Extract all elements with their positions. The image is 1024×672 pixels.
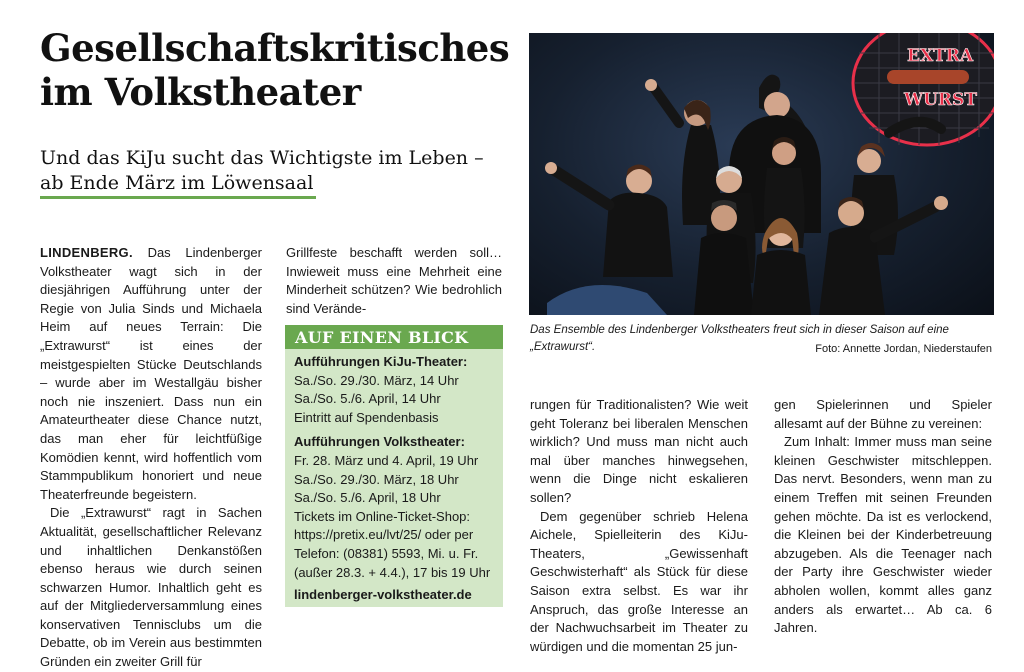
headline-line-2: im Volkstheater — [40, 70, 361, 114]
extrawurst-logo — [853, 33, 994, 145]
headline — [40, 26, 510, 114]
article-paragraph: Grillfeste beschafft werden soll… Inwieweit muss eine Mehrheit eine Minderheit schützen? Wie bedrohlich sind Verände- — [286, 245, 502, 316]
logo-text-line-1: EXTRA — [907, 46, 974, 66]
photo-caption: Das Ensemble des Lindenberger Volkstheaters freut sich in dieser Saison auf eine „Extrawurst“. — [530, 324, 949, 353]
ticket-info-line: (außer 28.3. + 4.4.), 17 bis 19 Uhr — [294, 564, 491, 580]
article-column-1 — [40, 244, 262, 672]
article-paragraph: rungen für Traditionalisten? Wie weit geht Toleranz bei liberalen Menschen wirklich? Und muss man nicht auch mal über manches hinwegsehen, wenn die Dinge nicht eskalieren sollen? — [530, 397, 748, 505]
volkstheater-date: Sa./So. 5./6. April, 18 Uhr — [294, 490, 441, 506]
article-column-2 — [286, 244, 502, 318]
ensemble-photo — [529, 33, 994, 315]
dateline: LINDENBERG. — [40, 245, 133, 260]
volkstheater-heading: Aufführungen Volkstheater: — [294, 434, 465, 450]
ensemble-illustration — [529, 33, 994, 315]
kiju-entry-note: Eintritt auf Spendenbasis — [294, 409, 439, 425]
article-column-3 — [530, 396, 748, 656]
subheadline-line-1: Und das KiJu sucht das Wichtigste im Leben – — [40, 147, 484, 169]
info-box-title: AUF EINEN BLICK — [285, 325, 503, 349]
article-column-4 — [774, 396, 992, 638]
info-box — [285, 325, 503, 607]
article-paragraph — [40, 244, 262, 504]
article-paragraph: Dem gegenüber schrieb Helena Aichele, Spielleiterin des KiJu-Theaters, „Gewissenhaft Geschwisterhaft“ als Stück für diese Saison extra selbst. Es war ihr Anspruch, das große Interesse an der Nachwuchsarbeit im Theater zu würdigen und die momentan 25 jun- — [530, 508, 748, 654]
website-link[interactable]: lindenberger-volkstheater.de — [294, 587, 472, 603]
article-paragraph: gen Spielerinnen und Spieler allesamt auf der Bühne zu vereinen: — [774, 397, 992, 431]
kiju-date: Sa./So. 29./30. März, 14 Uhr — [294, 372, 459, 388]
accent-rule — [40, 196, 316, 199]
article-paragraph: Zum Inhalt: Immer muss man seine kleinen Geschwister mitschleppen. Das nervt. Besonders, wenn man zu einem Treffen mit seinen Freunden gehen möchte. Da ist es verlockend, die Kleinen bei der Kinderbetreuung abzugeben. Als die Teenager nach der Party ihre Geschwister wieder abholen wollen, kommt alles ganz anders als erwartet… Ab ca. 6 Jahren. — [774, 434, 992, 636]
subheadline — [40, 146, 520, 196]
photo-credit: Foto: Annette Jordan, Niederstaufen — [815, 343, 992, 355]
kiju-date: Sa./So. 5./6. April, 14 Uhr — [294, 391, 441, 407]
article-paragraph: Die „Extrawurst“ ragt in Sachen Aktualität, gesellschaftlicher Relevanz und inhaltlichen Denkanstößen ebenso heraus wie durch seinen schwarzen Humor. Inhaltlich geht es auf der Mitgliederversammlung eines konservativen Tennisclubs um die Debatte, ob im Verein aus bestimmten Gründen ein zweiter Grill für — [40, 505, 262, 670]
volkstheater-date: Fr. 28. März und 4. April, 19 Uhr — [294, 452, 479, 468]
paragraph-text: Das Lindenberger Volkstheater wagt sich in der diesjährigen Aufführung unter der Regie von Julia Sinds und Michaela Heim auf neues Terrain: Die „Extrawurst“ ist eines der meistgespielten Stücke Deutschlands – wurde aber im Westallgäu bisher noch nie inszeniert. Dass nun ein Amateurtheater diese Chance nutzt, das man eher für leichtfüßige Komödien kennt, wird hoffentlich vom Stammpublikum honoriert und neue Theaterfreunde begeistern. — [40, 245, 262, 502]
logo-text-line-2: WURST — [904, 90, 977, 110]
headline-line-1: Gesellschaftskritisches — [40, 26, 510, 70]
info-box-body — [285, 349, 503, 605]
ticket-info-line: Tickets im Online-Ticket-Shop: — [294, 508, 471, 524]
ticket-info-line: https://pretix.eu/lvt/25/ oder per — [294, 527, 474, 543]
kiju-heading: Aufführungen KiJu-Theater: — [294, 354, 468, 369]
ticket-info-line: Telefon: (08381) 5593, Mi. u. Fr. — [294, 545, 479, 561]
subheadline-line-2: ab Ende März im Löwensaal — [40, 172, 314, 194]
volkstheater-date: Sa./So. 29./30. März, 18 Uhr — [294, 471, 459, 487]
